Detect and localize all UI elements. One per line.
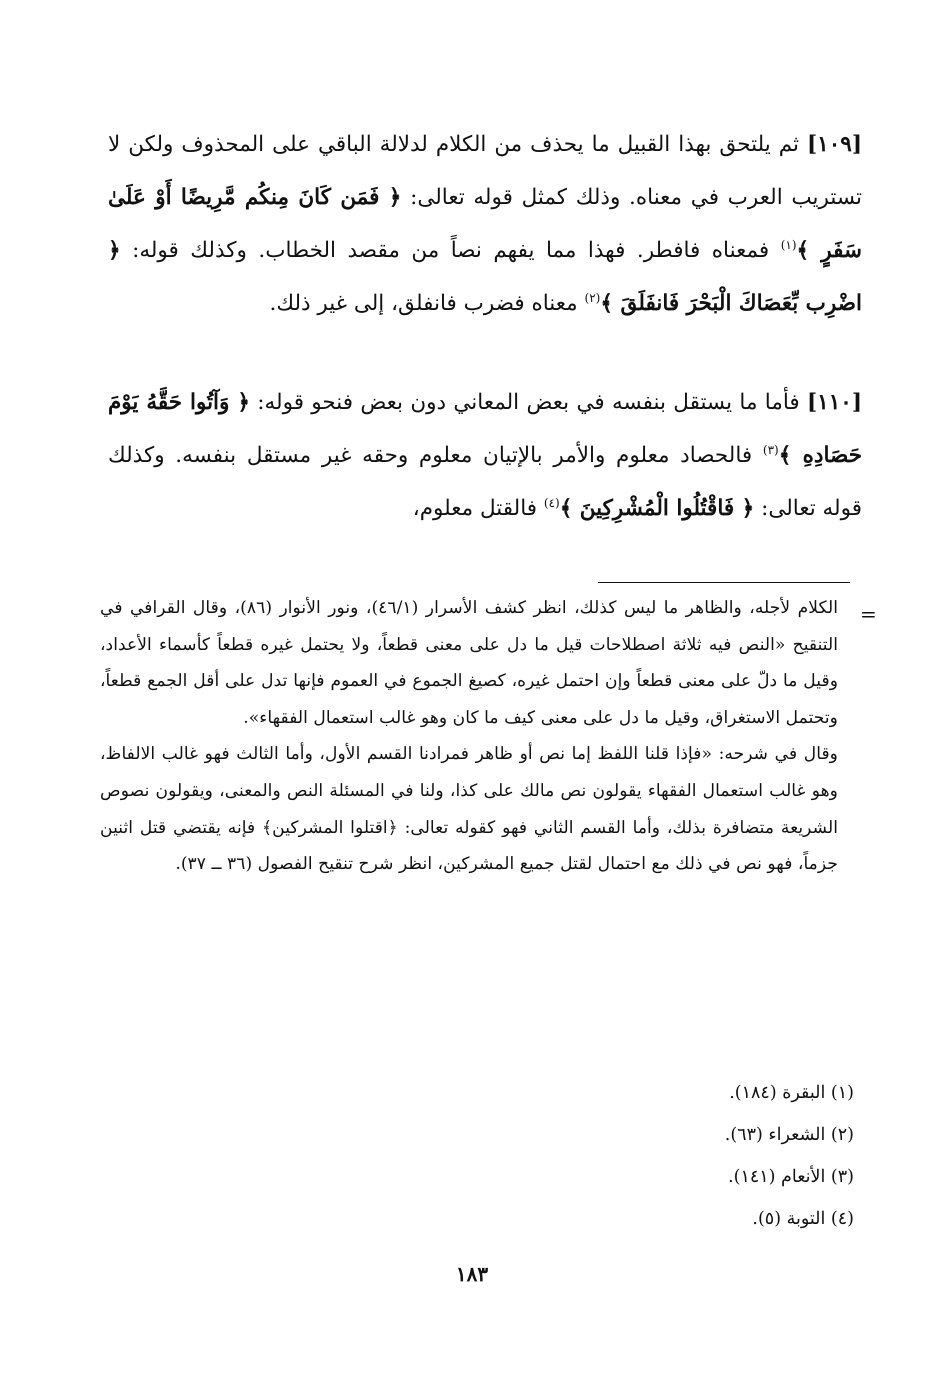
main-text	[108, 118, 862, 535]
page-number: ١٨٣	[455, 1262, 489, 1286]
footnote-reference: (١) البقرة (١٨٤).	[729, 1083, 854, 1103]
footnote-reference: (٢) الشعراء (٦٣).	[724, 1125, 854, 1145]
quran-quote: ﴿ فَمَن كَانَ مِنكُم مَّرِيضًا أَوْ عَلَىٰ سَفَرٍ ﴾	[108, 185, 863, 263]
footnote-divider	[598, 582, 850, 583]
footnote-references	[560, 1072, 854, 1240]
footnote-reference: (٣) الأنعام (١٤١).	[728, 1167, 854, 1187]
footnote-paragraph: الكلام لأجله، والظاهر ما ليس كذلك، انظر كشف الأسرار (٤٦/١)، ونور الأنوار (٨٦)، وقال القرافي في التنقيح «النص فيه ثلاثة اصطلاحات قيل ما دل على معنى قطعاً، ولا يحتمل غيره قطعاً كأسماء الأعداد، وقيل ما دلّ على معنى قطعاً وإن احتمل غيره، كصيغ الجموع في العموم فإنها تدل على أقل الجمع قطعاً، وتحتمل الاستغراق، وقيل ما دل على معنى كيف ما كان وهو غالب استعمال الفقهاء».	[100, 598, 838, 728]
paragraph-text: فأما ما يستقل بنفسه في بعض المعاني دون بعض فنحو قوله:	[257, 390, 800, 415]
quran-quote: ﴿ وَآتُوا حَقَّهُ يَوْمَ حَصَادِهِ ﴾	[108, 390, 862, 468]
footnote-ref: (٢)	[584, 290, 601, 305]
footnote-ref: (٣)	[762, 442, 779, 457]
paragraph-text: فالحصاد معلوم والأمر بالإتيان معلوم وحقه غير مستقل بنفسه. وكذلك قوله تعالى:	[108, 443, 862, 521]
footnote-reference: (٤) التوبة (٥).	[752, 1209, 854, 1229]
quran-quote: ﴿ اضْرِب بِّعَصَاكَ الْبَحْرَ فَانفَلَقَ ﴾	[108, 238, 862, 316]
paragraph-number: [١٠٩]	[806, 132, 862, 157]
paragraph-109	[108, 118, 862, 330]
footnote-ref: (٤)	[543, 495, 560, 510]
quran-quote: ﴿ فَاقْتُلُوا الْمُشْرِكِينَ ﴾	[559, 496, 755, 521]
footnote-continuation	[100, 590, 838, 883]
continuation-marker: =	[860, 602, 877, 626]
footnote-ref: (١)	[780, 237, 797, 252]
paragraph-number: [١١٠]	[806, 390, 863, 415]
paragraph-text: معناه فضرب فانفلق، إلى غير ذلك.	[269, 291, 578, 316]
footnote-paragraph: وقال في شرحه: «فإذا قلنا اللفظ إما نص أو ظاهر فمرادنا القسم الأول، وأما الثالث فهو غالب الالفاظ، وهو غالب استعمال الفقهاء يقولون نص مالك على كذا، ولنا في المسئلة النص والمعنى، ويقولون نصوص الشريعة متضافرة بذلك، وأما القسم الثاني فهو كقوله تعالى: ﴿اقتلوا المشركين﴾ فإنه يقتضي قتل اثنين جزماً، فهو نص في ذلك مع احتمال لقتل جميع المشركين، انظر شرح تنقيح الفصول (٣٦ ــ ٣٧).	[100, 744, 838, 875]
paragraph-110	[108, 376, 862, 535]
paragraph-text: فمعناه فافطر. فهذا مما يفهم نصاً من مقصد الخطاب. وكذلك قوله:	[132, 238, 770, 263]
paragraph-text: ثم يلتحق بهذا القبيل ما يحذف من الكلام لدلالة الباقي على المحذوف ولكن لا تستريب العرب في معناه. وذلك كمثل قوله تعالى:	[108, 132, 862, 210]
paragraph-text: فالقتل معلوم،	[412, 496, 538, 521]
